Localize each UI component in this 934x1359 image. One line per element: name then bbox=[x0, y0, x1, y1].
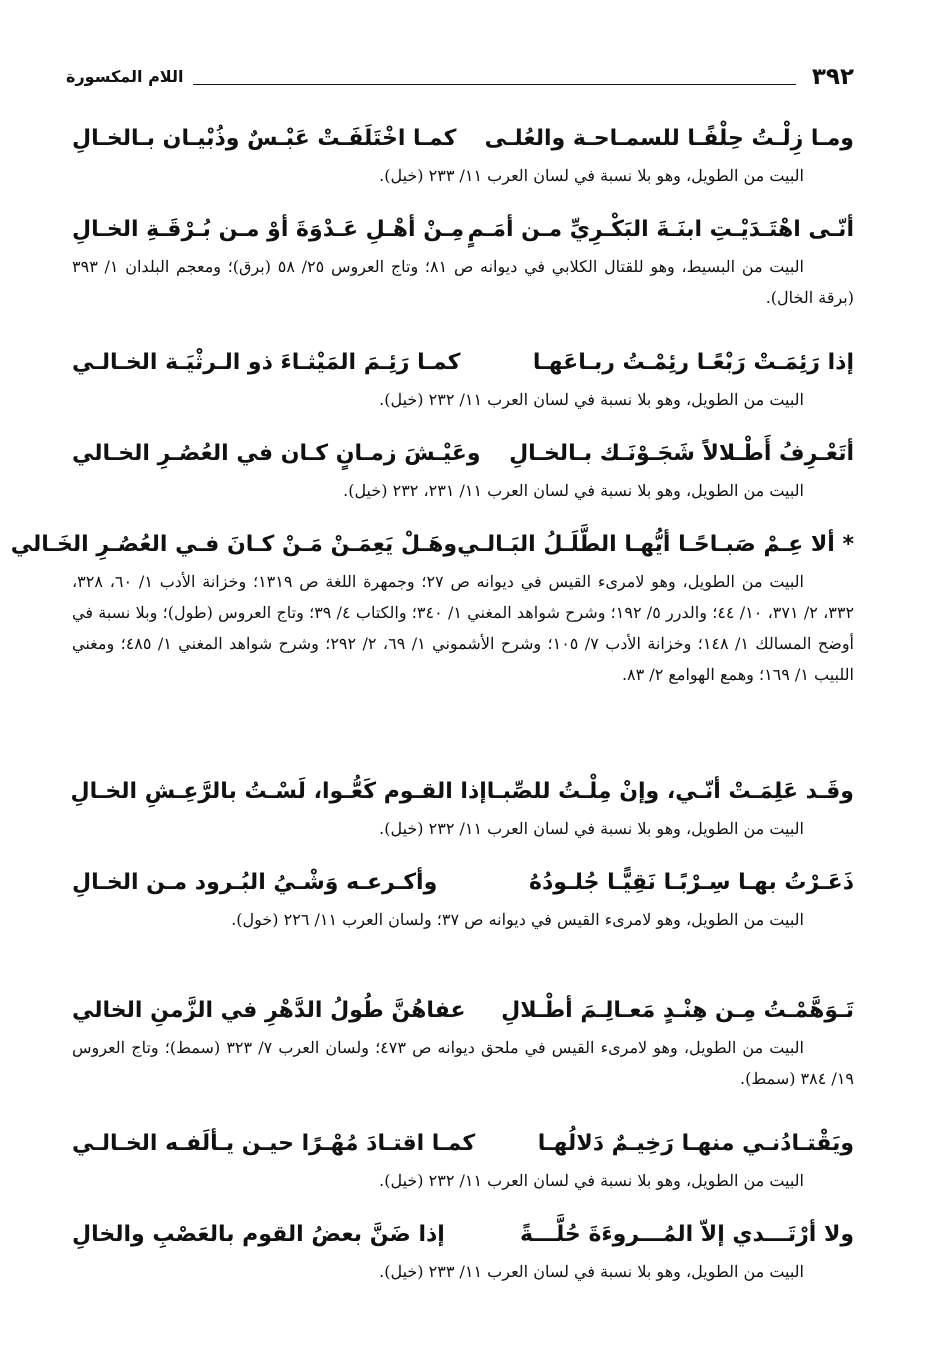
verse-entry bbox=[10, 528, 855, 690]
verse-first-hemistich: ولا أرْتَـــدي إلاّ المُـــروءَةَ حُلَّـــةً bbox=[520, 1222, 854, 1247]
verse-first-hemistich: إذا رَئِمَـتْ رَبْعًـا رئِمْـتُ ربـاعَهـا bbox=[532, 350, 854, 375]
verse-line bbox=[72, 1127, 854, 1161]
verse-first-hemistich: تَـوَهَّمْـتُ مِـن هِنْـدٍ مَعـالِـمَ أطْـلالِ bbox=[501, 998, 854, 1023]
verse-note: البيت من البسيط، وهو للقتال الكلابي في ديوانه ص ٨١؛ وتاج العروس ٢٥/ ٥٨ (برق)؛ ومعجم البلدان ١/ ٣٩٣ (برقة الخال). bbox=[72, 257, 854, 307]
verse-first-hemistich: وقَـد عَلِمَـتْ أنّـي، وإنْ مِلْـتُ للصِّبـا bbox=[486, 779, 854, 804]
verse-entry bbox=[72, 437, 854, 506]
verse-entry bbox=[72, 866, 854, 935]
verse-note: البيت من الطويل، وهو لامرىء القيس في ملحق ديوانه ص ٤٧٣؛ ولسان العرب ٧/ ٣٢٣ (سمط)؛ وتاج العروس ١٩/ ٣٨٤ (سمط). bbox=[72, 1038, 854, 1088]
verse-second-hemistich: إذا ضَنَّ بعضُ القوم بالعَصْبِ والخالِ bbox=[72, 1222, 445, 1247]
verse-line bbox=[72, 1218, 854, 1252]
verse-line bbox=[10, 528, 854, 562]
verse-entry bbox=[72, 775, 854, 844]
verse-first-hemistich: ويَقْتـادُنـي منهـا رَخِيـمٌ دَلالُهـا bbox=[537, 1131, 854, 1156]
verse-note: البيت من الطويل، وهو لامرىء القيس في ديوانه ص ٢٧؛ وجمهرة اللغة ص ١٣١٩؛ وخزانة الأدب ١/ ٦٠، ٣٢٨، ٣٣٢، ٢/ ٣٧١، ١٠/ ٤٤؛ والدرر ٥/ ١٩٢؛ وشرح شواهد المغني ١/ ٣٤٠؛ والكتاب ٤/ ٣٩؛ وتاج العروس (طول)؛ وبلا نسبة في أوضح المسالك ١/ ١٤٨؛ وخزانة الأدب ٧/ ١٠٥؛ وشرح الأشموني ١/ ٦٩، ٢/ ٢٩٢؛ وشرح شواهد المغني ١/ ٤٨٥؛ ومغني اللبيب ١/ ١٦٩؛ وهمع الهوامع ٢/ ٨٣. bbox=[72, 572, 855, 684]
verse-line bbox=[72, 994, 854, 1028]
verse-second-hemistich: كمـا اخْتَلَفَـتْ عَبْـسٌ وذُبْيـان بـالخـالِ bbox=[72, 126, 457, 151]
verse-first-hemistich: * ألا عِـمْ صَبـاحًـا أيُّهـا الطَّلَـلُ البَـالـي bbox=[457, 532, 854, 557]
verse-entry bbox=[72, 1218, 854, 1287]
verse-second-hemistich: كمـا اقتـادَ مُهْـرًا حيـن يـألَفـه الخـالـي bbox=[72, 1131, 476, 1156]
verse-first-hemistich: أتَعْـرِفُ أَطْـلالاً شَجَـوْنَـك بـالخـالِ bbox=[509, 441, 854, 466]
verse-entry bbox=[72, 1127, 854, 1196]
verse-first-hemistich: ومـا زِلْـتُ حِلْفًـا للسمـاحـة والعُلـى bbox=[484, 126, 854, 151]
page-header bbox=[66, 58, 854, 92]
verse-note: البيت من الطويل، وهو بلا نسبة في لسان العرب ١١/ ٢٣١، ٢٣٢ (خيل). bbox=[343, 481, 804, 500]
verse-second-hemistich: كمـا رَئِـمَ المَيْثـاءَ ذو الـرثْيَـة الخـالـي bbox=[72, 350, 461, 375]
verse-entry bbox=[72, 994, 854, 1094]
verse-note: البيت من الطويل، وهو بلا نسبة في لسان العرب ١١/ ٢٣٢ (خيل). bbox=[379, 819, 804, 838]
verse-line bbox=[72, 775, 854, 809]
verse-second-hemistich: وأكـرعـه وَشْـيُ البُـرود مـن الخـالِ bbox=[72, 870, 438, 895]
verse-note: البيت من الطويل، وهو بلا نسبة في لسان العرب ١١/ ٢٣٣ (خيل). bbox=[379, 1262, 804, 1281]
verse-second-hemistich: مِـنْ أهْـلِ عَـدْوَةَ أوْ مـن بُـرْقَـةِ الخـالِ bbox=[72, 217, 465, 242]
verse-second-hemistich: إذا القـوم كَعُّـوا، لَسْـتُ بالرَّعِـشِ الخـالِ bbox=[70, 779, 487, 804]
verse-entry bbox=[72, 213, 854, 313]
verse-line bbox=[72, 122, 854, 156]
verse-first-hemistich: ذَعَـرْتُ بهـا سِـرْبًـا نَقِيًّـا جُلـودُهُ bbox=[529, 870, 854, 895]
verse-line bbox=[72, 866, 854, 900]
verse-note: البيت من الطويل، وهو بلا نسبة في لسان العرب ١١/ ٢٣٢ (خيل). bbox=[379, 390, 804, 409]
page-number: ٣٩٢ bbox=[811, 64, 854, 90]
header-rule bbox=[193, 84, 795, 85]
verse-note: البيت من الطويل، وهو بلا نسبة في لسان العرب ١١/ ٢٣٣ (خيل). bbox=[379, 166, 804, 185]
verse-note: البيت من الطويل، وهو بلا نسبة في لسان العرب ١١/ ٢٣٢ (خيل). bbox=[379, 1171, 804, 1190]
verse-second-hemistich: عفاهُنَّ طُولُ الدَّهْرِ في الزَّمنِ الخالي bbox=[72, 998, 466, 1023]
verse-second-hemistich: وهَـلْ يَعِمَـنْ مَـنْ كـانَ فـي العُصُـرِ الخَـالي bbox=[10, 532, 458, 557]
verse-entry bbox=[72, 346, 854, 415]
verse-first-hemistich: أنّـى اهْتَـدَيْـتِ ابنَـةَ البَكْـرِيِّ مـن أمَـمٍ bbox=[467, 217, 854, 242]
verse-line bbox=[72, 213, 854, 247]
verse-second-hemistich: وعَيْـشَ زمـانٍ كـان في العُصُـرِ الخـالي bbox=[72, 441, 481, 466]
verse-line bbox=[72, 346, 854, 380]
verse-note: البيت من الطويل، وهو لامرىء القيس في ديوانه ص ٣٧؛ ولسان العرب ١١/ ٢٢٦ (خول). bbox=[231, 910, 804, 929]
verse-entry bbox=[72, 122, 854, 191]
running-title: اللام المكسورة bbox=[66, 67, 184, 86]
verse-line bbox=[72, 437, 854, 471]
